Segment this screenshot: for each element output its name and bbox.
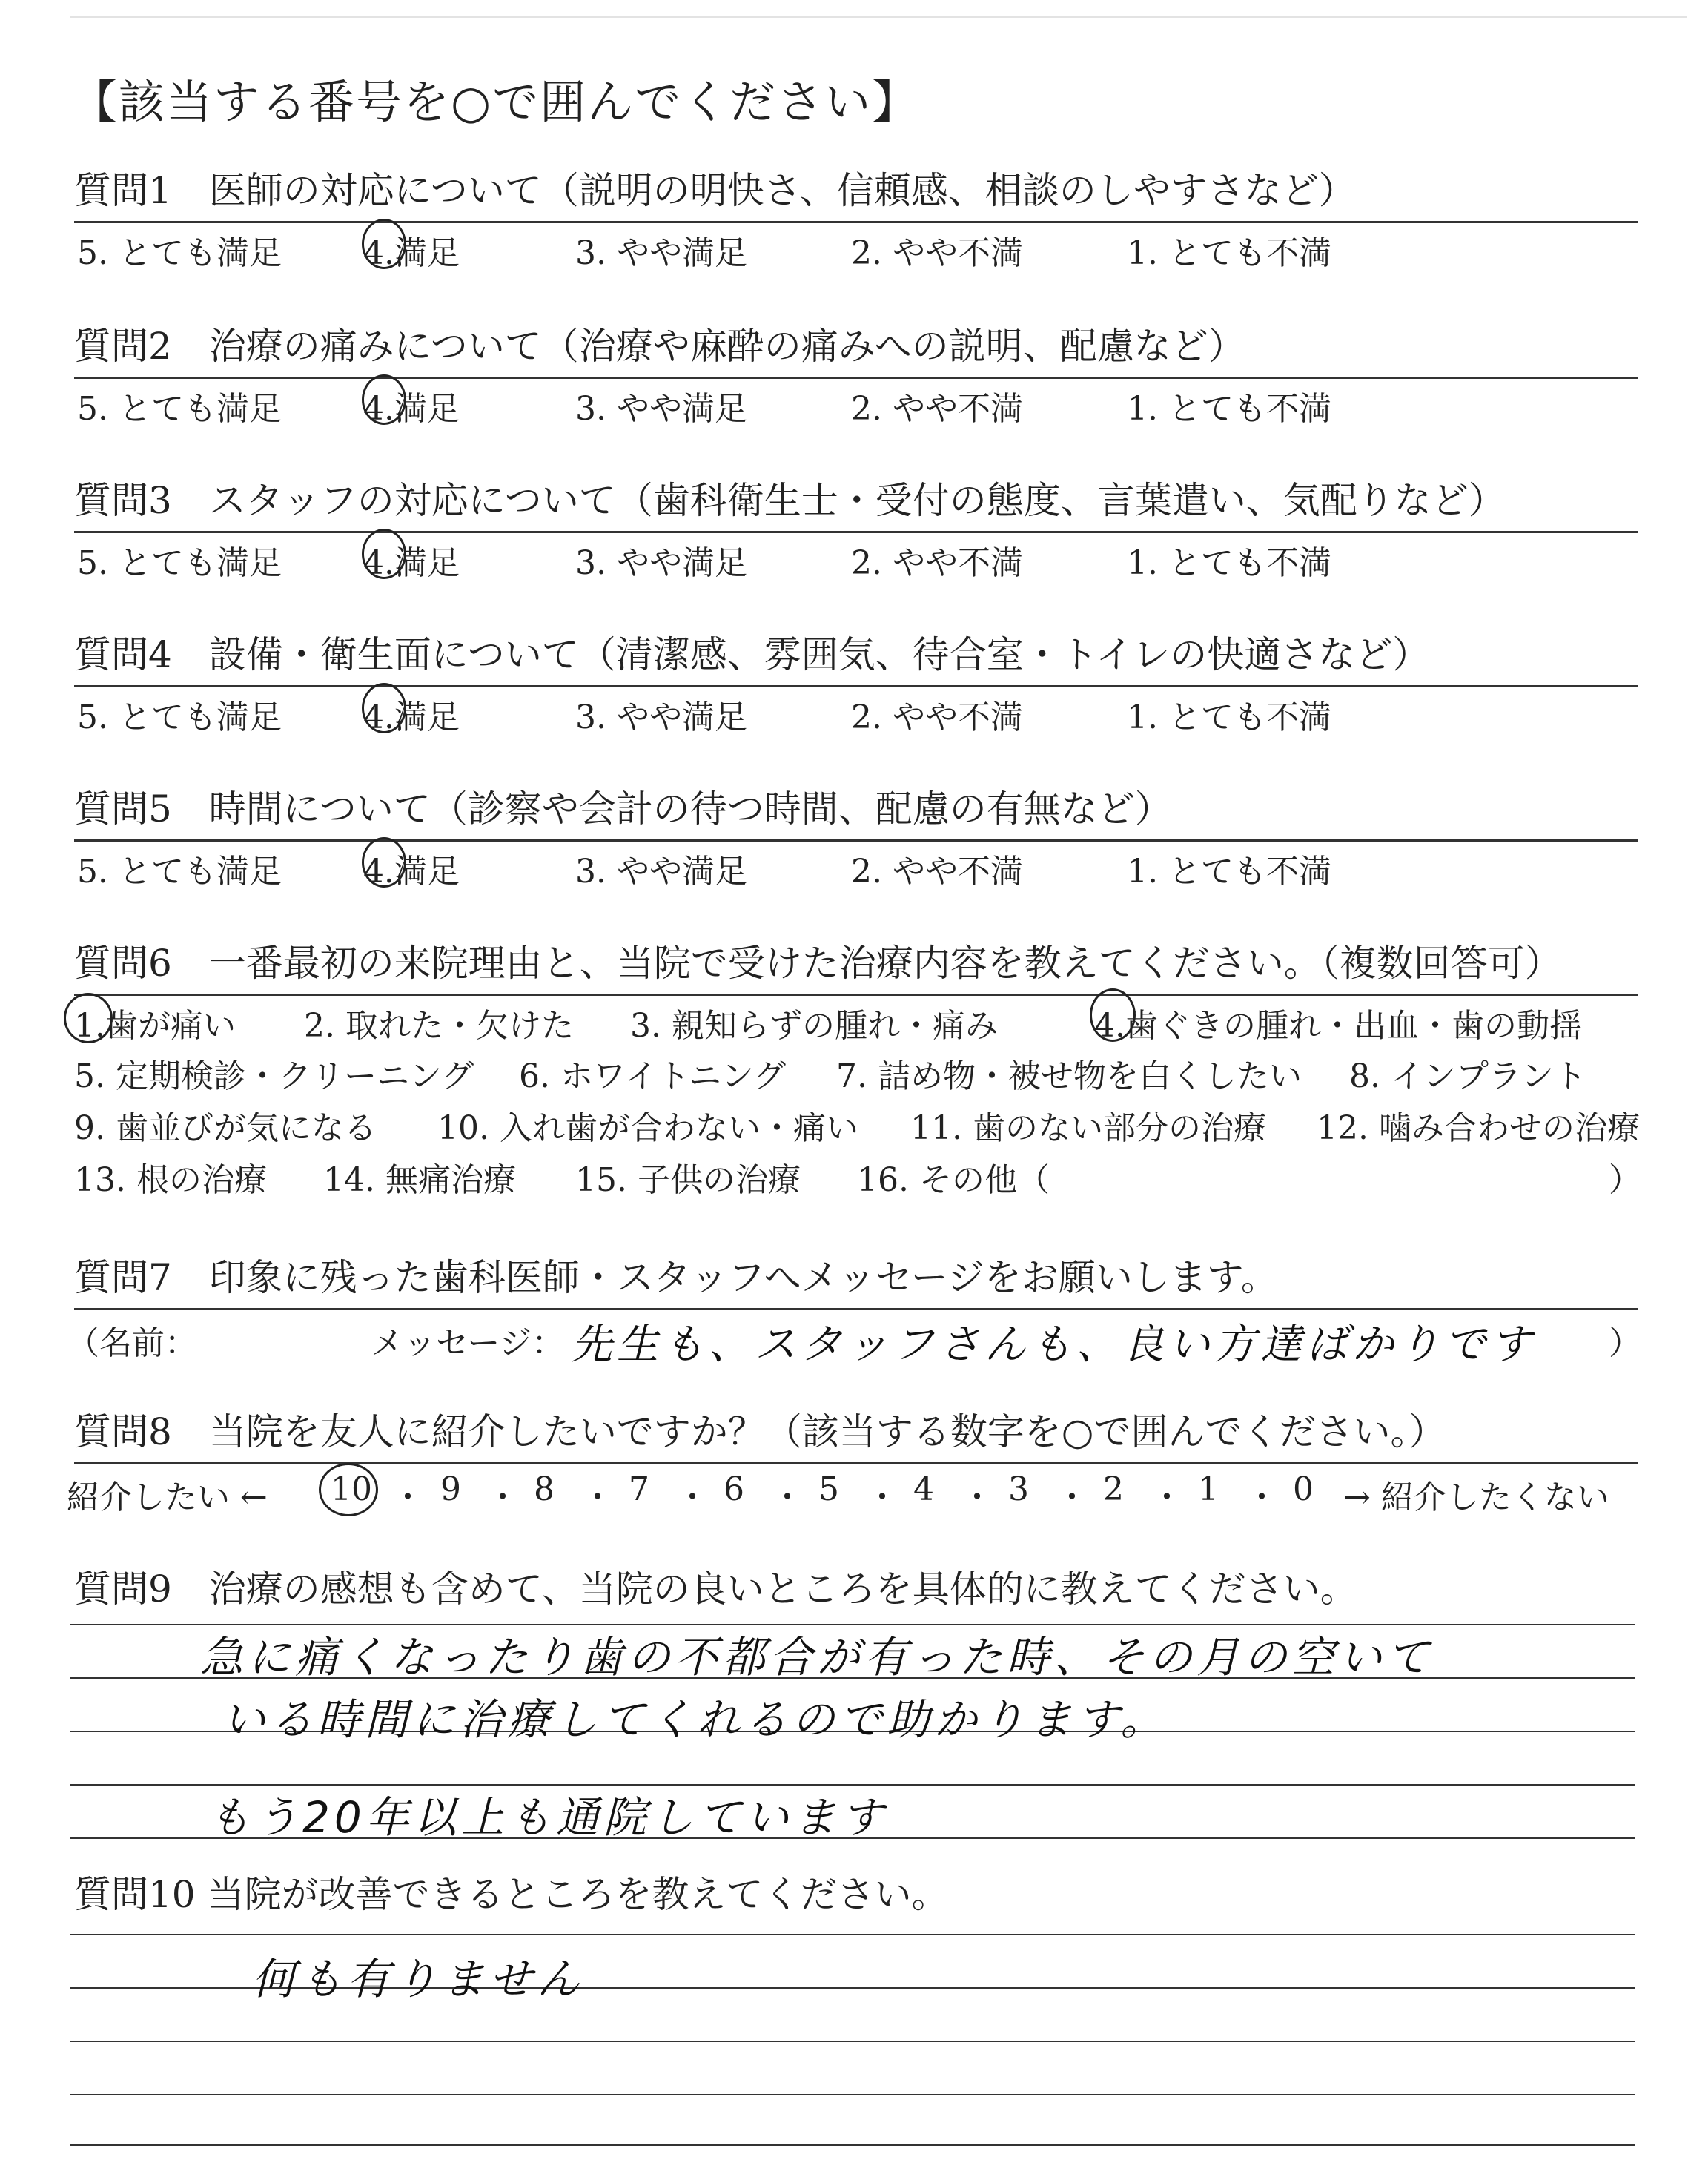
scale-right-label: → 紹介したくない	[1343, 1479, 1609, 1516]
option-4[interactable]: 4.満足	[363, 853, 460, 891]
question-9-title: 質問9 治療の感想も含めて、当院の良いところを具体的に教えてください。	[74, 1568, 1357, 1611]
writing-line	[70, 2144, 1635, 2146]
message-label: メッセージ：	[371, 1324, 565, 1362]
q6-option-15[interactable]: 15. 子供の治療	[575, 1161, 801, 1199]
scale-dot: ・	[676, 1479, 709, 1516]
question-2	[74, 320, 1638, 428]
scale-8[interactable]: 8	[534, 1470, 555, 1508]
scale-dot: ・	[1151, 1479, 1183, 1516]
option-3[interactable]: 3. やや満足	[575, 234, 747, 272]
recommend-scale	[67, 1464, 1638, 1516]
q6-option-1[interactable]: 1.歯が痛い	[74, 1007, 236, 1045]
question-5-options	[74, 842, 1638, 891]
scale-0[interactable]: 0	[1293, 1470, 1314, 1508]
scale-dot: ・	[581, 1479, 614, 1516]
question-1	[74, 165, 1638, 272]
option-2[interactable]: 2. やや不満	[851, 853, 1023, 891]
option-3[interactable]: 3. やや満足	[575, 544, 747, 582]
scale-dot: ・	[1056, 1479, 1088, 1516]
selection-circle	[362, 683, 406, 733]
question-8-title: 質問8 当院を友人に紹介したいですか？（該当する数字を○で囲んでください。）	[74, 1410, 1446, 1453]
question-6-title: 質問6 一番最初の来院理由と、当院で受けた治療内容を教えてください。（複数回答可）	[74, 942, 1562, 985]
q6-option-12[interactable]: 12. 噛み合わせの治療	[1317, 1109, 1640, 1147]
page-heading: 【該当する番号を○で囲んでください】	[71, 75, 920, 129]
option-3[interactable]: 3. やや満足	[575, 698, 747, 736]
q6-option-3[interactable]: 3. 親知らずの腫れ・痛み	[630, 1007, 998, 1045]
q9-answer-line-3: もう20年以上も通院しています	[208, 1792, 888, 1843]
q6-option-16-close: ）	[1609, 1161, 1641, 1199]
question-1-options	[74, 223, 1638, 272]
option-1[interactable]: 1. とても不満	[1127, 853, 1331, 891]
option-5[interactable]: 5. とても満足	[77, 544, 282, 582]
scale-5[interactable]: 5	[818, 1470, 839, 1508]
message-close: ）	[1609, 1324, 1641, 1362]
option-2[interactable]: 2. やや不満	[851, 544, 1023, 582]
question-4-title: 質問4 設備・衛生面について（清潔感、雰囲気、待合室・トイレの快適さなど）	[74, 633, 1430, 676]
q6-option-4[interactable]: 4.歯ぐきの腫れ・出血・歯の動揺	[1094, 1007, 1582, 1045]
question-5-title: 質問5 時間について（診察や会計の待つ時間、配慮の有無など）	[74, 787, 1172, 830]
question-7-title: 質問7 印象に残った歯科医師・スタッフへメッセージをお願いします。	[74, 1256, 1278, 1299]
question-10	[74, 1869, 1638, 1920]
option-2[interactable]: 2. やや不満	[851, 698, 1023, 736]
option-4[interactable]: 4.満足	[363, 390, 460, 428]
writing-line	[70, 2094, 1635, 2095]
question-9	[74, 1563, 1638, 1615]
q6-option-8[interactable]: 8. インプラント	[1349, 1057, 1586, 1095]
selection-circle	[64, 993, 113, 1043]
option-1[interactable]: 1. とても不満	[1127, 390, 1331, 428]
option-1[interactable]: 1. とても不満	[1127, 544, 1331, 582]
question-3-title: 質問3 スタッフの対応について（歯科衛生士・受付の態度、言葉遣い、気配りなど）	[74, 479, 1506, 522]
scale-2[interactable]: 2	[1103, 1470, 1124, 1508]
top-divider	[70, 16, 1687, 18]
option-3[interactable]: 3. やや満足	[575, 390, 747, 428]
question-5	[74, 783, 1638, 891]
selection-circle	[362, 529, 406, 579]
option-4[interactable]: 4.満足	[363, 698, 460, 736]
question-8	[67, 1406, 1638, 1516]
option-4[interactable]: 4.満足	[363, 544, 460, 582]
question-1-title: 質問1 医師の対応について（説明の明快さ、信頼感、相談のしやすさなど）	[74, 169, 1356, 212]
question-3	[74, 475, 1638, 582]
q6-option-11[interactable]: 11. 歯のない部分の治療	[910, 1109, 1266, 1147]
q9-answer-line-2: いる時間に治療してくれるので助かります。	[222, 1694, 1168, 1745]
scale-dot: ・	[961, 1479, 993, 1516]
selection-circle	[319, 1463, 378, 1516]
question-2-options	[74, 379, 1638, 428]
q6-option-10[interactable]: 10. 入れ歯が合わない・痛い	[437, 1109, 858, 1147]
selection-circle	[1090, 988, 1136, 1042]
option-3[interactable]: 3. やや満足	[575, 853, 747, 891]
question-2-title: 質問2 治療の痛みについて（治療や麻酔の痛みへの説明、配慮など）	[74, 325, 1245, 368]
selection-circle	[362, 837, 406, 888]
question-6-options	[74, 996, 1641, 1211]
question-7	[67, 1252, 1641, 1369]
q6-option-9[interactable]: 9. 歯並びが気になる	[74, 1109, 377, 1147]
q9-answer-line-1: 急に痛くなったり歯の不都合が有った時、その月の空いて	[200, 1632, 1434, 1682]
q6-option-5[interactable]: 5. 定期検診・クリーニング	[74, 1057, 474, 1095]
scale-6[interactable]: 6	[724, 1470, 744, 1508]
scale-3[interactable]: 3	[1008, 1470, 1029, 1508]
scale-4[interactable]: 4	[913, 1470, 934, 1508]
writing-line	[70, 1934, 1635, 1935]
option-2[interactable]: 2. やや不満	[851, 234, 1023, 272]
q6-option-7[interactable]: 7. 詰め物・被せ物を白くしたい	[836, 1057, 1302, 1095]
scale-left-label: 紹介したい ←	[67, 1479, 268, 1516]
q6-option-14[interactable]: 14. 無痛治療	[323, 1161, 516, 1199]
question-4	[74, 629, 1638, 736]
option-2[interactable]: 2. やや不満	[851, 390, 1023, 428]
option-1[interactable]: 1. とても不満	[1127, 698, 1331, 736]
scale-dot: ・	[391, 1479, 424, 1516]
scale-7[interactable]: 7	[629, 1470, 649, 1508]
selection-circle	[362, 219, 406, 269]
question-10-title: 質問10 当院が改善できるところを教えてください。	[74, 1873, 949, 1916]
q6-option-16[interactable]: 16. その他（	[857, 1161, 1050, 1199]
scale-dot: ・	[1245, 1479, 1278, 1516]
scale-1[interactable]: 1	[1198, 1470, 1219, 1508]
scale-dot: ・	[866, 1479, 898, 1516]
scale-dot: ・	[486, 1479, 519, 1516]
q6-option-13[interactable]: 13. 根の治療	[74, 1161, 267, 1199]
option-4[interactable]: 4.満足	[363, 234, 460, 272]
option-5[interactable]: 5. とても満足	[77, 853, 282, 891]
scale-9[interactable]: 9	[440, 1470, 461, 1508]
option-1[interactable]: 1. とても不満	[1127, 234, 1331, 272]
handwritten-message: 先生も、スタッフさんも、良い方達ばかりです	[571, 1321, 1536, 1369]
option-5[interactable]: 5. とても満足	[77, 390, 282, 428]
question-3-options	[74, 533, 1638, 582]
question-7-message-row	[67, 1310, 1641, 1369]
q6-option-6[interactable]: 6. ホワイトニング	[519, 1057, 787, 1095]
scale-dot: ・	[771, 1479, 804, 1516]
question-4-options	[74, 687, 1638, 736]
selection-circle	[362, 374, 406, 425]
name-label: （名前：	[67, 1324, 197, 1362]
writing-line	[70, 2041, 1635, 2042]
scale-10[interactable]: 10	[331, 1470, 372, 1508]
q6-option-2[interactable]: 2. 取れた・欠けた	[304, 1007, 574, 1045]
q10-answer-line-1: 何も有りません	[252, 1954, 585, 2004]
option-5[interactable]: 5. とても満足	[77, 698, 282, 736]
option-5[interactable]: 5. とても満足	[77, 234, 282, 272]
question-6	[74, 937, 1641, 1211]
